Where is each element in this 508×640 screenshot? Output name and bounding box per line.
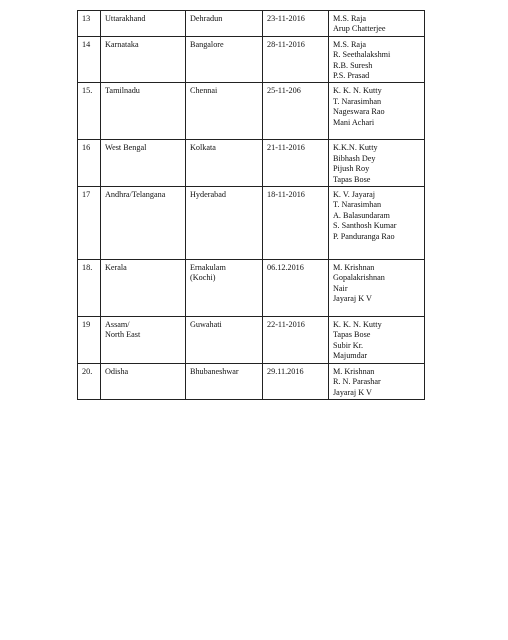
state-cell [101, 187, 186, 260]
name-line: K.K.N. Kutty [333, 143, 378, 153]
names-cell [329, 83, 425, 140]
name-line: M. Krishnan [333, 366, 375, 376]
table-row [78, 140, 425, 187]
table-row [78, 187, 425, 260]
name-line: Tapas Bose [333, 330, 371, 340]
date-cell: 18-11-2016 [263, 187, 329, 260]
date-cell: 22-11-2016 [263, 317, 329, 364]
state-cell [101, 317, 186, 364]
name-line: Majumdar [333, 351, 368, 361]
date-cell: 06.12.2016 [263, 260, 329, 317]
name-line: R. Seethalakshmi [333, 50, 391, 60]
serial-number-cell: 19 [78, 317, 101, 364]
table-row [78, 83, 425, 140]
name-line: M.S. Raja [333, 39, 366, 49]
table-row [78, 317, 425, 364]
state-line: Odisha [105, 366, 129, 376]
date-cell: 23-11-2016 [263, 11, 329, 37]
name-line: P. Panduranga Rao [333, 231, 395, 241]
city-line: Ernakulam [190, 263, 226, 273]
city-cell [186, 187, 263, 260]
name-line: M.S. Raja [333, 14, 366, 23]
table-row [78, 363, 425, 399]
city-line: Bangalore [190, 39, 224, 49]
table-row [78, 260, 425, 317]
name-line: Pijush Roy [333, 164, 370, 174]
city-line: Guwahati [190, 320, 222, 330]
city-line: Dehradun [190, 14, 223, 23]
city-line: Chennai [190, 86, 218, 96]
serial-number-cell: 20. [78, 363, 101, 399]
names-cell [329, 140, 425, 187]
date-cell: 28-11-2016 [263, 36, 329, 83]
serial-number-cell: 16 [78, 140, 101, 187]
city-cell [186, 36, 263, 83]
names-cell [329, 36, 425, 83]
state-line: Uttarakhand [105, 14, 146, 23]
name-line: T. Narasimhan [333, 200, 382, 210]
state-cell [101, 140, 186, 187]
serial-number-cell: 15. [78, 83, 101, 140]
table-row [78, 11, 425, 37]
table-row [78, 36, 425, 83]
name-line: Nair [333, 283, 348, 293]
city-cell [186, 83, 263, 140]
city-line: Hyderabad [190, 190, 226, 200]
name-line: K. K. N. Kutty [333, 320, 382, 330]
state-line: Assam/ [105, 320, 130, 330]
state-line: Kerala [105, 263, 127, 273]
city-line: Bhubaneshwar [190, 366, 239, 376]
city-cell [186, 363, 263, 399]
schedule-table [77, 10, 425, 400]
city-line: Kolkata [190, 143, 216, 153]
state-line: Tamilnadu [105, 86, 140, 96]
city-line: (Kochi) [190, 273, 216, 283]
city-cell [186, 317, 263, 364]
name-line: R. N. Parashar [333, 377, 381, 387]
name-line: Bibhash Dey [333, 153, 376, 163]
state-line: Karnataka [105, 39, 139, 49]
serial-number-cell: 18. [78, 260, 101, 317]
name-line: Subir Kr. [333, 340, 364, 350]
name-line: S. Santhosh Kumar [333, 221, 397, 231]
state-line: West Bengal [105, 143, 147, 153]
name-line: Jayaraj K V [333, 294, 372, 304]
names-cell [329, 187, 425, 260]
name-line: A. Balasundaram [333, 210, 390, 220]
state-line: Andhra/Telangana [105, 190, 166, 200]
name-line: Gopalakrishnan [333, 273, 385, 283]
names-cell [329, 363, 425, 399]
state-line: North East [105, 330, 141, 340]
name-line: P.S. Prasad [333, 71, 370, 81]
name-line: Nageswara Rao [333, 107, 385, 117]
names-cell [329, 260, 425, 317]
state-cell [101, 83, 186, 140]
city-cell [186, 140, 263, 187]
serial-number-cell: 13 [78, 11, 101, 37]
name-line: T. Narasimhan [333, 96, 382, 106]
state-cell [101, 363, 186, 399]
state-cell [101, 260, 186, 317]
state-cell [101, 36, 186, 83]
date-cell: 25-11-206 [263, 83, 329, 140]
names-cell [329, 11, 425, 37]
date-cell: 29.11.2016 [263, 363, 329, 399]
name-line: K. V. Jayaraj [333, 190, 375, 200]
name-line: M. Krishnan [333, 263, 375, 273]
name-line: Arup Chatterjee [333, 24, 386, 34]
date-cell: 21-11-2016 [263, 140, 329, 187]
name-line: Tapas Bose [333, 174, 371, 184]
city-cell [186, 11, 263, 37]
serial-number-cell: 14 [78, 36, 101, 83]
name-line: Mani Achari [333, 117, 375, 127]
name-line: R.B. Suresh [333, 60, 373, 70]
serial-number-cell: 17 [78, 187, 101, 260]
name-line: Jayaraj K V [333, 387, 372, 397]
city-cell [186, 260, 263, 317]
state-cell [101, 11, 186, 37]
names-cell [329, 317, 425, 364]
name-line: K. K. N. Kutty [333, 86, 382, 96]
